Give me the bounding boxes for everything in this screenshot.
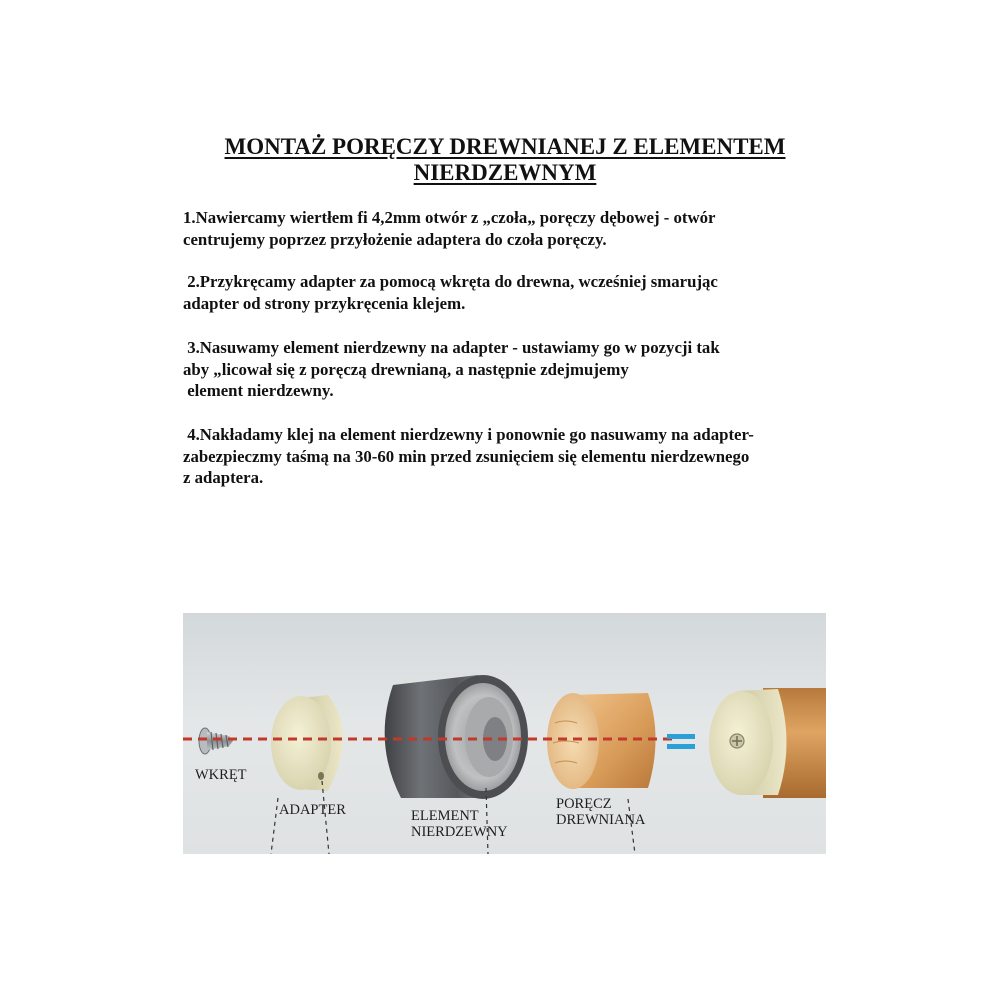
instruction-step-3: 3.Nasuwamy element nierdzewny na adapter - ustawiamy go w pozycji tak aby „licował się z poręczą drewnianą, a następnie zdejmujemy element nierdzewny. <box>183 338 720 400</box>
label-wooden-rail: PORĘCZ DREWNIANA <box>556 796 646 828</box>
label-steel-element: ELEMENT NIERDZEWNY <box>411 808 508 840</box>
adapter-icon <box>271 695 343 791</box>
label-screw: WKRĘT <box>195 767 247 783</box>
instruction-step-1: 1.Nawiercamy wiertłem fi 4,2mm otwór z „czoła„ poręczy dębowej - otwór centrujemy poprzez przyłożenie adaptera do czoła poręczy. <box>183 208 716 249</box>
assembled-rail-icon <box>709 688 826 798</box>
assembly-illustration <box>183 613 826 854</box>
wooden-rail-piece-icon <box>547 693 656 789</box>
steel-element-icon <box>385 675 528 799</box>
instruction-step-2: 2.Przykręcamy adapter za pomocą wkręta do drewna, wcześniej smarując adapter od strony przykręcenia klejem. <box>183 272 718 313</box>
label-adapter: ADAPTER <box>279 802 346 818</box>
page-title: MONTAŻ PORĘCZY DREWNIANEJ Z ELEMENTEM NIERDZEWNYM <box>224 134 786 185</box>
instruction-step-4: 4.Nakładamy klej na element nierdzewny i ponownie go nasuwamy na adapter- zabezpieczmy taśmą na 30-60 min przed zsunięciem się elementu nierdzewnego z adaptera. <box>183 425 754 487</box>
